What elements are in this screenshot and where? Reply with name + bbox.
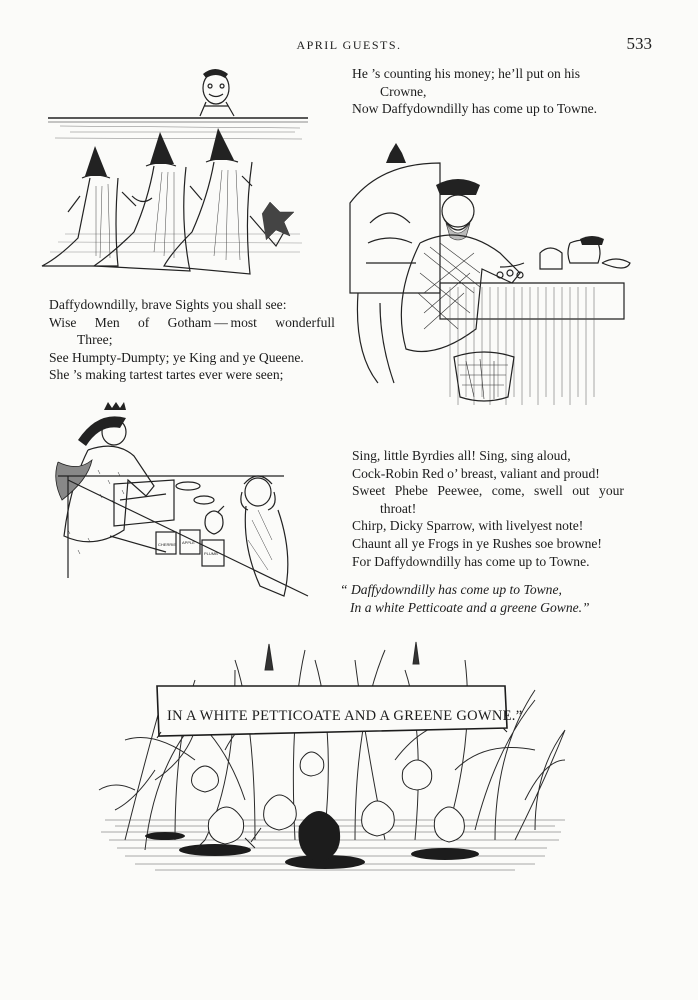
running-title: APRIL GUESTS. [296, 38, 402, 52]
illustration-king-counting-money [340, 143, 635, 423]
verse-line-justified [352, 482, 624, 500]
quote-line: “ Daffydowndilly has come up to Towne, [340, 582, 562, 597]
king-figure [401, 179, 524, 352]
italic-quotation [340, 581, 590, 616]
basket [454, 352, 514, 401]
verse-line: He ’s counting his money; he’ll put on his [352, 66, 581, 81]
illustration-frogs-in-rushes [95, 640, 575, 915]
verse-line: Crowne, [380, 83, 427, 99]
queen-figure [56, 402, 154, 554]
illustration-wise-men-of-gotham [40, 66, 315, 281]
throne-chair [350, 143, 440, 383]
page-number: 533 [626, 34, 652, 53]
jar-label-plumb: PLUMB [204, 551, 218, 556]
jar-label-apple: APPLE [182, 540, 195, 545]
verse-word: Peewee, [437, 483, 483, 499]
illustration-queen-making-tarts [38, 400, 323, 605]
verse-word: swell [534, 483, 563, 499]
verse-line: She ’s making tartest tartes ever were seen; [49, 367, 284, 383]
verse-line: Three; [77, 332, 113, 348]
knave-peeking-figure [241, 476, 288, 596]
verse-middle [49, 296, 335, 384]
verse-word: Phebe [394, 483, 428, 499]
verse-word: Wise [49, 314, 77, 330]
verse-word: of [138, 314, 150, 330]
verse-line: Now Daffydowndilly has come up to Towne. [352, 101, 598, 117]
verse-line: throat! [380, 500, 417, 516]
table-with-coins [440, 236, 630, 405]
verse-line: Chirp, Dicky Sparrow, with livelyest note! [352, 518, 584, 534]
sign-board [157, 686, 522, 738]
humpty-dumpty-figure [200, 69, 234, 116]
preserve-jars [156, 530, 224, 566]
verse-line: Daffydowndilly, brave Sights you shall see: [49, 297, 287, 312]
verse-word: Men [94, 314, 120, 330]
verse-line: Cock-Robin Red o’ breast, valiant and proud! [352, 465, 600, 481]
verse-line: Chaunt all ye Frogs in ye Rushes soe browne! [352, 535, 602, 551]
quote-line: In a white Petticoate and a greene Gowne.” [350, 599, 590, 615]
sign-lettering: IN A WHITE PETTICOATE AND A GREENE GOWNE.” [167, 708, 523, 724]
verse-line-justified [49, 314, 335, 332]
verse-word: Gotham — most [167, 314, 257, 330]
jar-label-cherrie: CHERRIE [158, 542, 177, 547]
verse-word: your [599, 483, 624, 499]
verse-line: See Humpty-Dumpty; ye King and ye Queene. [49, 349, 304, 365]
verse-line: Sing, little Byrdies all! Sing, sing aloud, [352, 448, 571, 463]
verse-right [352, 447, 624, 570]
verse-word: Sweet [352, 483, 386, 499]
verse-top [352, 65, 630, 118]
verse-word: wonderfull [275, 314, 335, 330]
verse-word: come, [491, 483, 525, 499]
verse-word: out [572, 483, 590, 499]
verse-line: For Daffydowndilly has come up to Towne. [352, 553, 590, 569]
